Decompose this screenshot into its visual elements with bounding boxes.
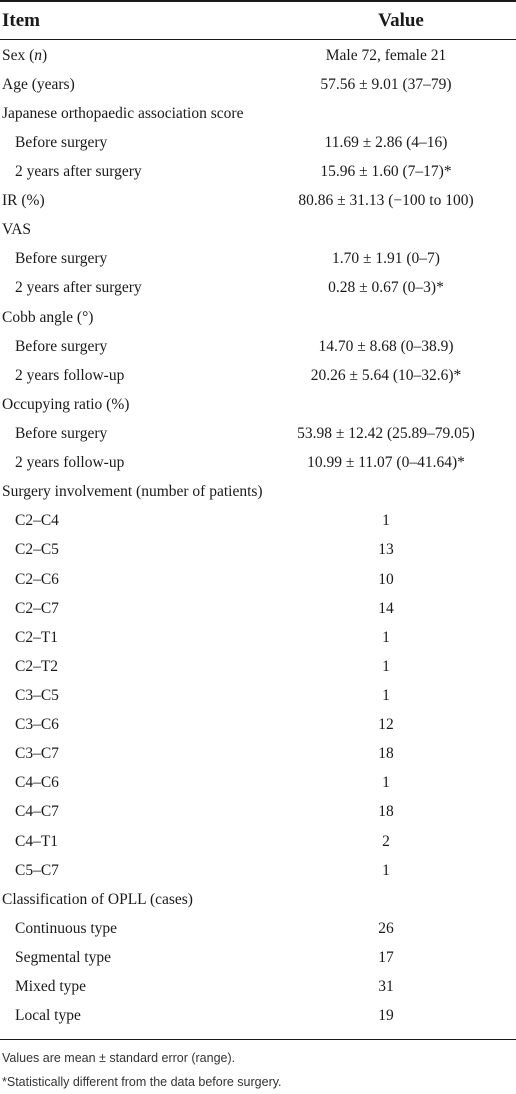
row-label: C2–C6 (15, 570, 59, 588)
row-value: 1 (382, 686, 390, 704)
row-label: IR (%) (2, 192, 45, 210)
row-label: Sex (n) (2, 46, 48, 64)
row-value: 80.86 ± 31.13 (−100 to 100) (298, 192, 474, 210)
row-value: 31 (378, 978, 394, 996)
table-row (0, 885, 516, 914)
row-value: 57.56 ± 9.01 (37–79) (320, 75, 452, 93)
table-row (0, 449, 516, 478)
table-footnotes (0, 1039, 516, 1094)
row-value: 12 (378, 716, 394, 734)
row-label: C3–C5 (15, 686, 59, 704)
table-row (0, 681, 516, 710)
row-value: 15.96 ± 1.60 (7–17)* (320, 162, 452, 180)
row-label: Surgery involvement (number of patients) (2, 483, 263, 501)
table-row (0, 70, 516, 99)
table-row (0, 1002, 516, 1031)
row-label: Before surgery (15, 133, 108, 151)
table-row (0, 332, 516, 361)
row-label: C2–T2 (15, 657, 59, 675)
row-label: C4–C7 (15, 803, 59, 821)
table-row (0, 943, 516, 972)
row-value: 18 (378, 745, 394, 763)
header-item: Item (2, 9, 40, 31)
row-value: 11.69 ± 2.86 (4–16) (324, 133, 448, 151)
row-label: Classification of OPLL (cases) (2, 890, 193, 908)
table-row (0, 711, 516, 740)
row-label: 2 years follow-up (15, 366, 125, 384)
table-row (0, 914, 516, 943)
row-label: C3–C6 (15, 716, 59, 734)
table-row (0, 769, 516, 798)
table-row (0, 507, 516, 536)
header-value: Value (378, 9, 424, 31)
table-row (0, 274, 516, 303)
row-label: C2–T1 (15, 628, 59, 646)
row-label: C2–C4 (15, 512, 59, 530)
row-value: 2 (382, 832, 390, 850)
footnote: Values are mean ± standard error (range). (2, 1050, 236, 1065)
row-label: VAS (2, 221, 32, 239)
row-label: Before surgery (15, 250, 108, 268)
row-value: 10 (378, 570, 394, 588)
table-row (0, 128, 516, 157)
row-value: 20.26 ± 5.64 (10–32.6)* (310, 366, 462, 384)
table-header (0, 0, 516, 40)
table-row (0, 478, 516, 507)
row-label: Japanese orthopaedic association score (2, 104, 244, 122)
table-row (0, 390, 516, 419)
row-value: 14.70 ± 8.68 (0–38.9) (318, 337, 454, 355)
table-row (0, 827, 516, 856)
row-value: 53.98 ± 12.42 (25.89–79.05) (297, 424, 475, 442)
row-value: 19 (378, 1007, 394, 1025)
row-value: 1 (382, 512, 390, 530)
row-label: C2–C7 (15, 599, 59, 617)
table-row (0, 303, 516, 332)
row-label: C4–C6 (15, 774, 59, 792)
table-row (0, 856, 516, 885)
row-value: 17 (378, 948, 394, 966)
table-row (0, 361, 516, 390)
footnote: *Statistically different from the data before surgery. (2, 1074, 282, 1089)
table-row (0, 99, 516, 128)
table-row (0, 187, 516, 216)
row-label: 2 years follow-up (15, 454, 125, 472)
row-label: C5–C7 (15, 861, 59, 879)
row-label: 2 years after surgery (15, 279, 142, 297)
row-label: C2–C5 (15, 541, 59, 559)
table-row (0, 565, 516, 594)
table-row (0, 536, 516, 565)
row-label: Before surgery (15, 424, 108, 442)
row-label: Before surgery (15, 337, 108, 355)
row-value: 1 (382, 774, 390, 792)
table-row (0, 652, 516, 681)
row-value: 14 (378, 599, 394, 617)
table-row (0, 740, 516, 769)
row-value: 1 (382, 628, 390, 646)
row-label: 2 years after surgery (15, 162, 142, 180)
row-label: Continuous type (15, 919, 118, 937)
table-row (0, 623, 516, 652)
row-value: 1 (382, 861, 390, 879)
row-value: Male 72, female 21 (325, 46, 447, 64)
table-row (0, 41, 516, 70)
row-label: Mixed type (15, 978, 87, 996)
table-body (0, 41, 516, 1031)
row-label: Segmental type (15, 948, 111, 966)
row-value: 1.70 ± 1.91 (0–7) (332, 250, 440, 268)
table-row (0, 245, 516, 274)
table-row (0, 216, 516, 245)
row-label: C4–T1 (15, 832, 59, 850)
row-label: C3–C7 (15, 745, 59, 763)
row-value: 1 (382, 657, 390, 675)
row-label: Cobb angle (°) (2, 308, 94, 326)
row-label: Age (years) (2, 75, 75, 93)
table-row (0, 419, 516, 448)
row-label: Occupying ratio (%) (2, 395, 130, 413)
table-row (0, 157, 516, 186)
row-value: 0.28 ± 0.67 (0–3)* (328, 279, 444, 297)
table-row (0, 594, 516, 623)
row-value: 13 (378, 541, 394, 559)
table-row (0, 973, 516, 1002)
row-value: 18 (378, 803, 394, 821)
row-value: 26 (378, 919, 394, 937)
table-row (0, 798, 516, 827)
row-label: Local type (15, 1007, 81, 1025)
row-value: 10.99 ± 11.07 (0–41.64)* (307, 454, 465, 472)
